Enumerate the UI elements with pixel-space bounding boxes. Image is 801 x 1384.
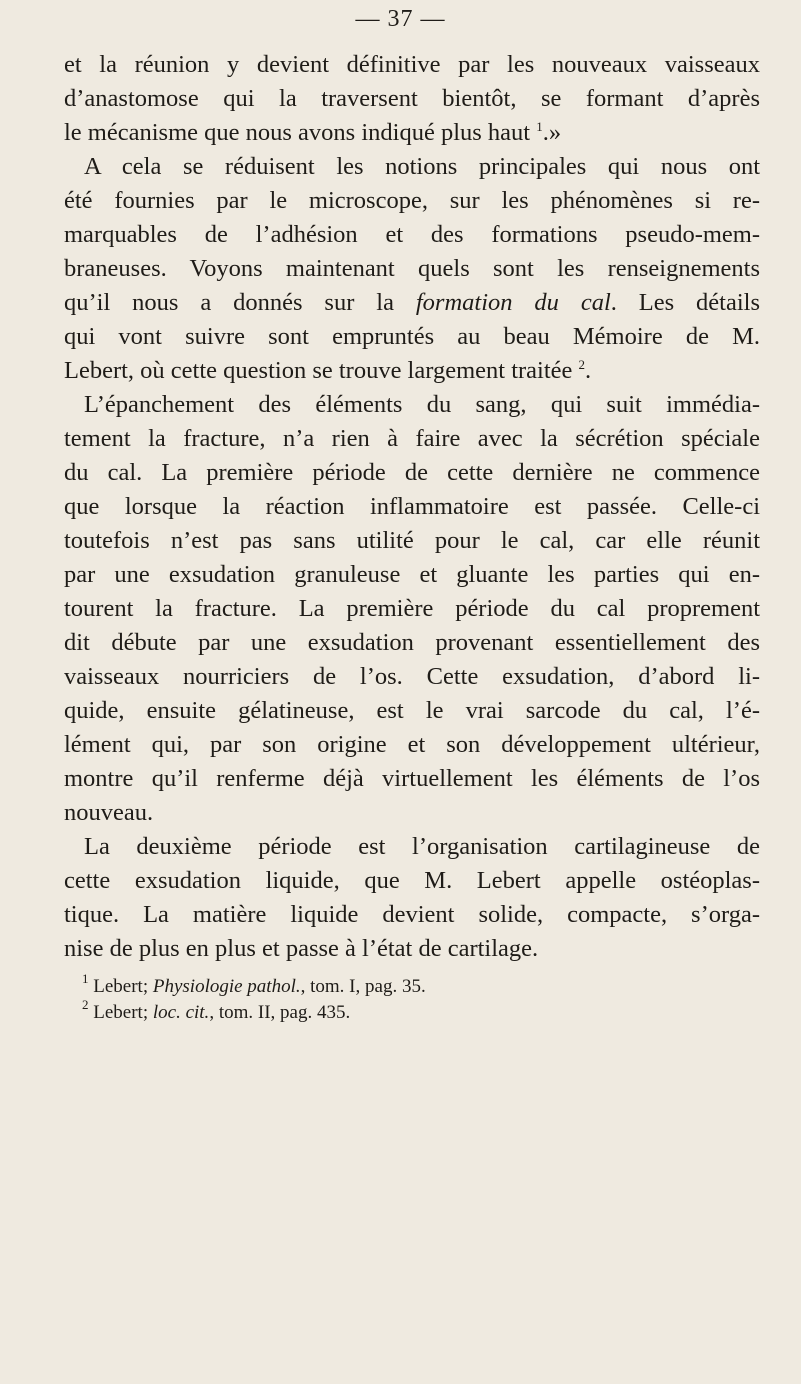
footnote-ref-1: 1	[536, 119, 543, 134]
text-line: quide, ensuite gélatineuse, est le vrai sarcode du cal, l’é-	[64, 697, 760, 724]
footnote-2: $^2$ Lebert; loc. cit., tom. II, pag. 435.	[82, 997, 351, 1023]
text-line: La deuxième période est l’organisation cartilagineuse de	[84, 833, 760, 860]
text-line: qu’il nous a donnés sur la formation du cal. Les détails	[64, 289, 761, 316]
text-line: le mécanisme que nous avons indiqué plus haut $^1$.»	[64, 119, 562, 146]
text-line: du cal. La première période de cette dernière ne commence	[64, 459, 760, 486]
text-line: qui vont suivre sont empruntés au beau Mémoire de M.	[64, 323, 760, 350]
text-line: par une exsudation granuleuse et gluante les parties qui en-	[64, 561, 760, 588]
text-line: dit débute par une exsudation provenant essentiellement des	[64, 629, 760, 656]
text-line: A cela se réduisent les notions principales qui nous ont	[84, 153, 760, 180]
text-line: tique. La matière liquide devient solide, compacte, s’orga-	[64, 901, 760, 928]
text-line: Lebert, où cette question se trouve largement traitée $^2$.	[64, 357, 592, 384]
text-line: toutefois n’est pas sans utilité pour le cal, car elle réunit	[64, 527, 760, 554]
text-line: été fournies par le microscope, sur les phénomènes si re-	[64, 187, 760, 214]
text-line: vaisseaux nourriciers de l’os. Cette exsudation, d’abord li-	[64, 663, 760, 690]
text-line: d’anastomose qui la traversent bientôt, se formant d’après	[64, 85, 760, 112]
page-number: — 37 —	[355, 6, 446, 32]
text-line: cette exsudation liquide, que M. Lebert appelle ostéoplas-	[64, 867, 760, 894]
italic-term: formation du cal	[415, 289, 611, 316]
text-line: braneuses. Voyons maintenant quels sont les renseignements	[64, 255, 760, 282]
text-line: lément qui, par son origine et son développement ultérieur,	[64, 731, 760, 758]
text-line: nise de plus en plus et passe à l’état de cartilage.	[64, 935, 539, 962]
text-line: nouveau.	[64, 799, 154, 826]
footnote-1: $^1$ Lebert; Physiologie pathol., tom. I, pag. 35.	[82, 971, 426, 997]
footnote-ref-2: 2	[578, 357, 586, 372]
text-line: L’épanchement des éléments du sang, qui suit immédia-	[84, 391, 760, 418]
text-line: tement la fracture, n’a rien à faire avec la sécrétion spéciale	[64, 425, 760, 452]
text-line: marquables de l’adhésion et des formations pseudo-mem-	[64, 221, 760, 248]
text-line: et la réunion y devient définitive par les nouveaux vaisseaux	[64, 51, 760, 78]
text-line: que lorsque la réaction inflammatoire est passée. Celle-ci	[64, 493, 760, 520]
text-line: tourent la fracture. La première période du cal proprement	[64, 595, 760, 622]
text-line: montre qu’il renferme déjà virtuellement les éléments de l’os	[64, 765, 760, 792]
